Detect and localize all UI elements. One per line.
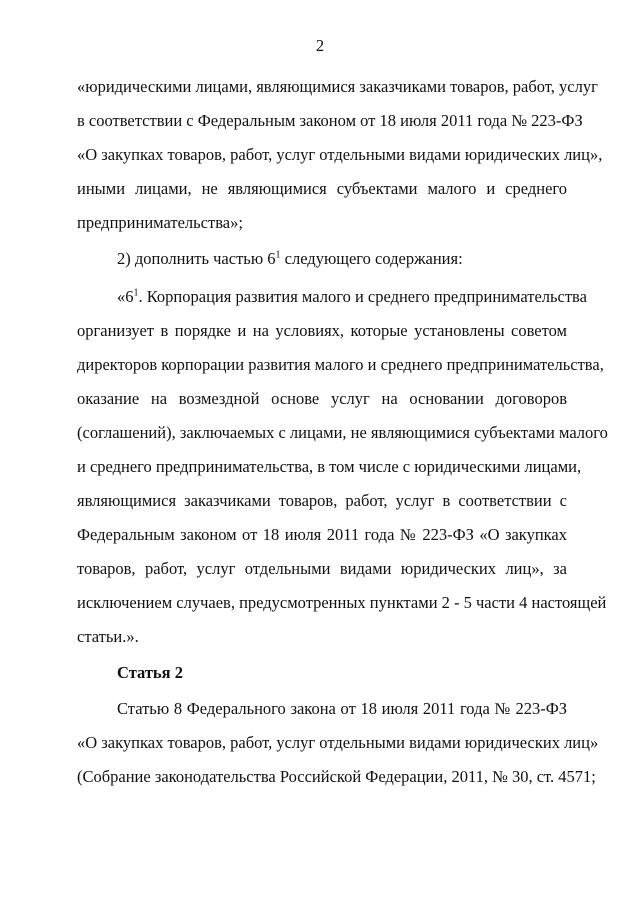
text-line: иными лицами, не являющимися субъектами малого и среднего (77, 179, 567, 198)
amendment-text: . Корпорация развития малого и среднего предпринимательства (138, 287, 587, 306)
text-line: являющимися заказчиками товаров, работ, услуг в соответствии с (77, 491, 567, 510)
text-line: Федеральным законом от 18 июля 2011 года № 223-ФЗ «О закупках (77, 525, 567, 544)
article-heading: Статья 2 (117, 663, 183, 682)
text-line: оказание на возмездной основе услуг на основании договоров (77, 389, 567, 408)
amendment-first-line (117, 286, 587, 308)
superscript: 1 (275, 249, 281, 261)
amendment-instruction-text: следующего содержания: (280, 249, 463, 268)
text-line: статьи.». (77, 627, 139, 646)
text-line: (соглашений), заключаемых с лицами, не являющимися субъектами малого (77, 423, 608, 442)
amendment-instruction-text: 2) дополнить частью 6 (117, 249, 276, 268)
text-line: организует в порядке и на условиях, которые установлены советом (77, 321, 567, 340)
text-line: «юридическими лицами, являющимися заказчиками товаров, работ, услуг (77, 77, 598, 96)
text-line: «О закупках товаров, работ, услуг отдельными видами юридических лиц», (77, 145, 603, 164)
text-line: предпринимательства»; (77, 213, 243, 232)
page-number: 2 (315, 36, 325, 55)
text-line: и среднего предпринимательства, в том числе с юридическими лицами, (77, 457, 582, 476)
text-line: Статью 8 Федерального закона от 18 июля 2011 года № 223-ФЗ (117, 699, 567, 718)
text-line: (Собрание законодательства Российской Федерации, 2011, № 30, ст. 4571; (77, 767, 596, 786)
superscript: 1 (133, 287, 139, 299)
text-line: «О закупках товаров, работ, услуг отдельными видами юридических лиц» (77, 733, 599, 752)
text-line: исключением случаев, предусмотренных пунктами 2 - 5 части 4 настоящей (77, 593, 607, 612)
text-line: директоров корпорации развития малого и среднего предпринимательства, (77, 355, 604, 374)
text-line: товаров, работ, услуг отдельными видами юридических лиц», за (77, 559, 567, 578)
amendment-text: «6 (117, 287, 134, 306)
amendment-instruction (117, 248, 567, 270)
text-line: в соответствии с Федеральным законом от 18 июля 2011 года № 223-ФЗ (77, 111, 583, 130)
